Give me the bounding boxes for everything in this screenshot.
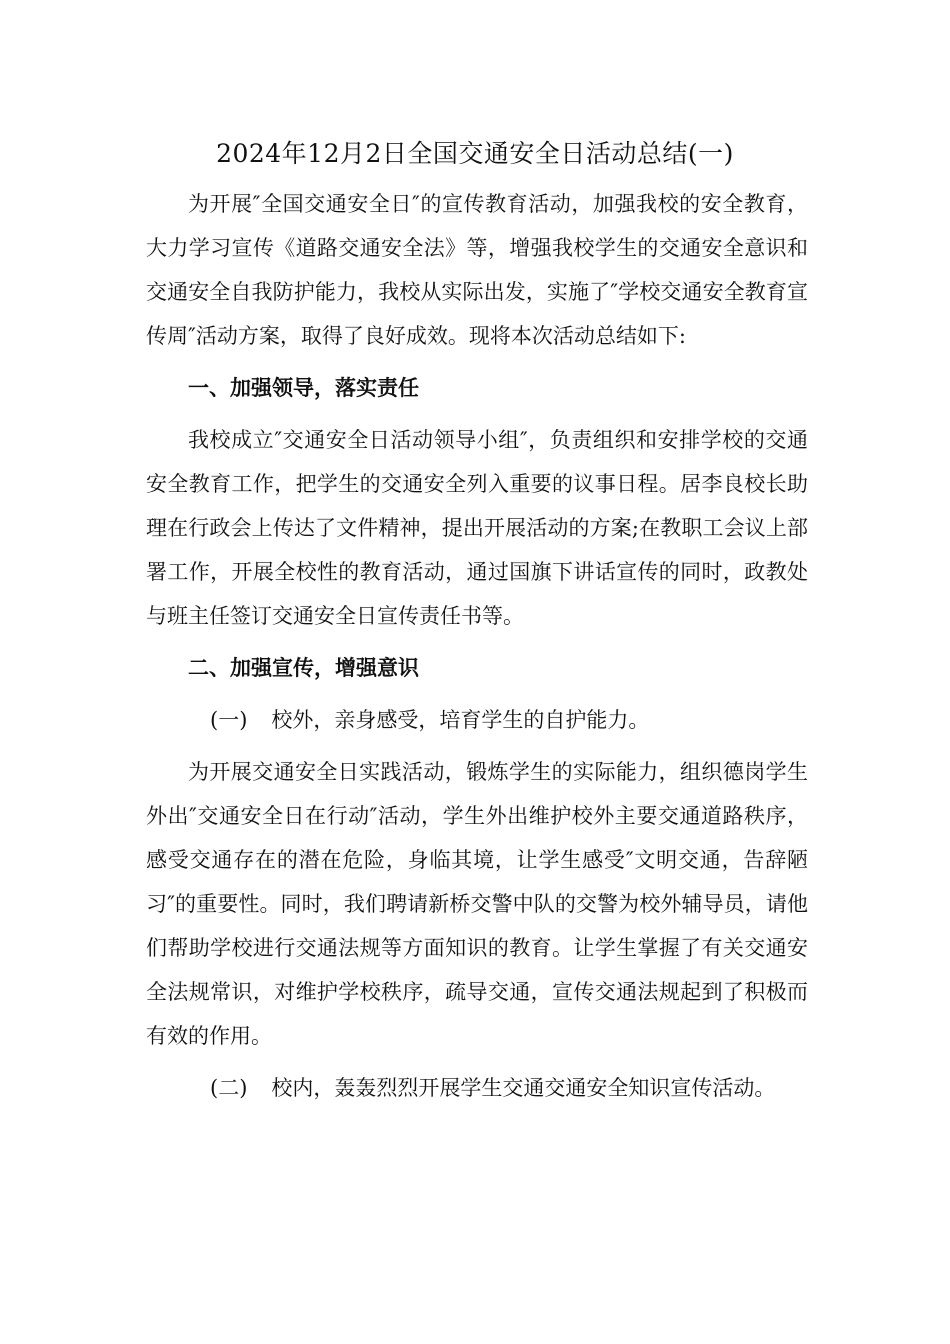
intro-paragraph: 为开展″全国交通安全日″的宣传教育活动，加强我校的安全教育，大力学习宣传《道路交通安全法》等，增强我校学生的交通安全意识和交通安全自我防护能力，我校从实际出发，实施了″学校交通安全教育宣传周″活动方案，取得了良好成效。现将本次活动总结如下: (146, 192, 808, 348)
subsection-1-line (146, 698, 808, 742)
subsection-2-number: (二) (210, 1076, 248, 1100)
subsection-1-paragraph: 为开展交通安全日实践活动，锻炼学生的实际能力，组织德岗学生外出″交通安全日在行动″活动，学生外出维护校外主要交通道路秩序，感受交通存在的潜在危险，身临其境，让学生感受″文明交通，告辞陋习″的重要性。同时，我们聘请新桥交警中队的交警为校外辅导员，请他们帮助学校进行交通法规等方面知识的教育。让学生掌握了有关交通安全法规常识，对维护学校秩序，疏导交通，宣传交通法规起到了积极而有效的作用。 (146, 760, 808, 1048)
section-1-heading: 一、加强领导，落实责任 (188, 375, 419, 400)
subsection-1-number: (一) (210, 708, 248, 732)
subsection-1-title: 校外，亲身感受，培育学生的自护能力。 (271, 708, 650, 732)
document-body (146, 182, 808, 1118)
subsection-2-title: 校内，轰轰烈烈开展学生交通交通安全知识宣传活动。 (271, 1076, 776, 1100)
document-title: 2024年12月2日全国交通安全日活动总结(一) (216, 139, 734, 168)
section-1-paragraph: 我校成立″交通安全日活动领导小组″，负责组织和安排学校的交通安全教育工作，把学生的交通安全列入重要的议事日程。居李良校长助理在行政会上传达了文件精神，提出开展活动的方案;在教职工会议上部署工作，开展全校性的教育活动，通过国旗下讲话宣传的同时，政教处与班主任签订交通安全日宣传责任书等。 (146, 428, 808, 628)
subsection-2-line (146, 1066, 808, 1110)
section-2-heading: 二、加强宣传，增强意识 (188, 655, 419, 680)
